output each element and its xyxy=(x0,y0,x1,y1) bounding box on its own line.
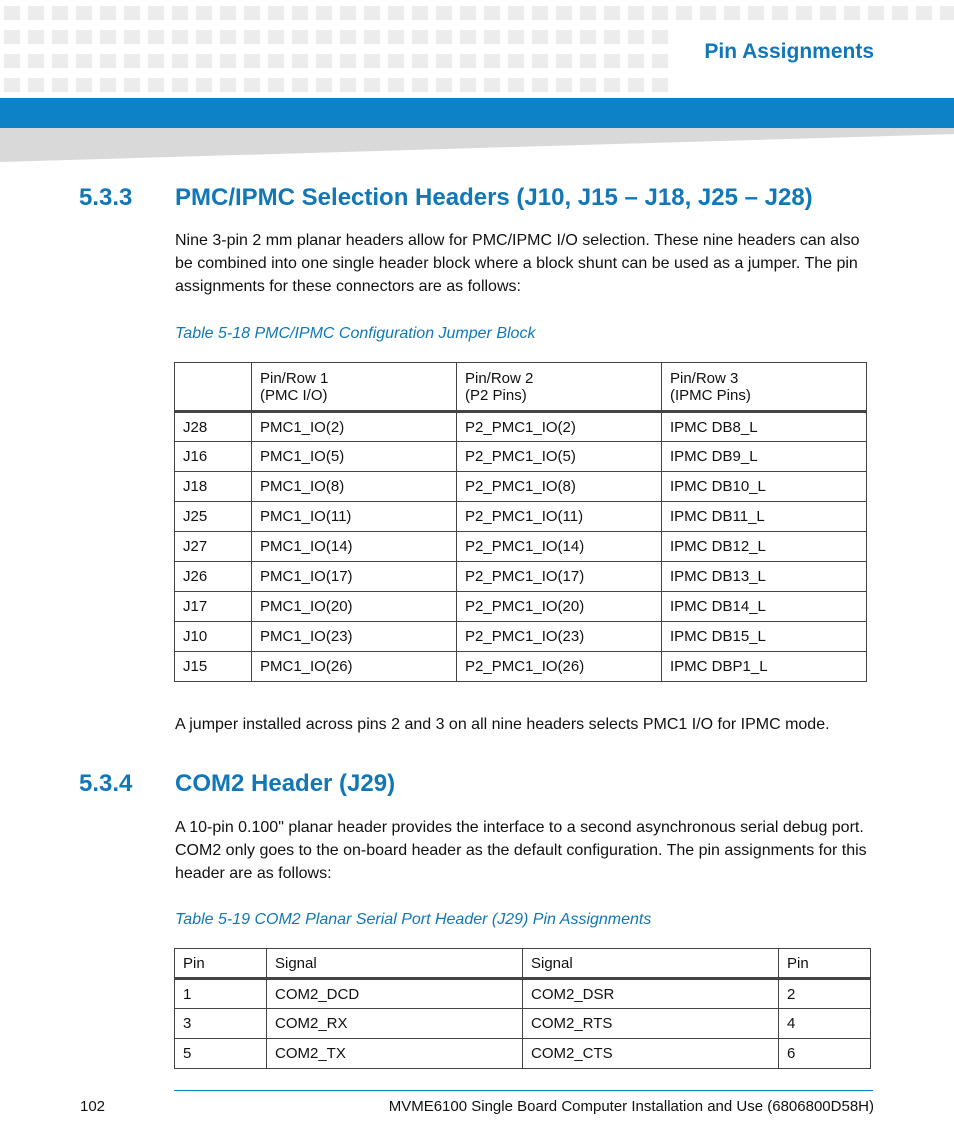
table-cell: PMC1_IO(11) xyxy=(252,502,457,532)
dot xyxy=(172,54,188,68)
dot xyxy=(460,78,476,92)
dot xyxy=(316,6,332,20)
dot xyxy=(292,6,308,20)
dot xyxy=(292,78,308,92)
table-cell: IPMC DB8_L xyxy=(662,412,867,442)
dot xyxy=(820,6,836,20)
table-cell: 3 xyxy=(175,1009,267,1039)
dot xyxy=(628,78,644,92)
dot xyxy=(412,54,428,68)
table-cell: P2_PMC1_IO(11) xyxy=(457,502,662,532)
header-cell: Pin/Row 2 (P2 Pins) xyxy=(457,363,662,412)
dot xyxy=(148,78,164,92)
table-cell: PMC1_IO(23) xyxy=(252,622,457,652)
header-cell: Pin xyxy=(175,949,267,979)
table-cell: PMC1_IO(26) xyxy=(252,652,457,682)
dot xyxy=(268,78,284,92)
dot xyxy=(76,54,92,68)
table-cell: J18 xyxy=(175,472,252,502)
section-number: 5.3.4 xyxy=(79,770,133,797)
dot xyxy=(508,78,524,92)
dot xyxy=(196,54,212,68)
running-header-title: Pin Assignments xyxy=(704,40,874,63)
dot xyxy=(340,78,356,92)
dot xyxy=(148,54,164,68)
dot xyxy=(4,6,20,20)
table-cell: P2_PMC1_IO(2) xyxy=(457,412,662,442)
dot xyxy=(484,78,500,92)
table-cell: 4 xyxy=(779,1009,871,1039)
dot xyxy=(436,30,452,44)
dot xyxy=(268,6,284,20)
table-cell: 5 xyxy=(175,1039,267,1069)
header-cell: Pin xyxy=(779,949,871,979)
dot xyxy=(628,30,644,44)
table-cell: P2_PMC1_IO(20) xyxy=(457,592,662,622)
dot xyxy=(364,54,380,68)
dot xyxy=(460,6,476,20)
section-534-intro: A 10-pin 0.100" planar header provides the interface to a second asynchronous serial debug port. COM2 only goes to the on-board header as the default configuration. The pin assignments for this header are as follows: xyxy=(175,819,867,882)
dot xyxy=(436,54,452,68)
dot xyxy=(604,54,620,68)
table-cell: P2_PMC1_IO(5) xyxy=(457,442,662,472)
dot xyxy=(340,30,356,44)
dot xyxy=(628,6,644,20)
table-row xyxy=(175,652,867,682)
dot xyxy=(364,78,380,92)
dot xyxy=(676,6,692,20)
dot xyxy=(388,6,404,20)
dot xyxy=(52,6,68,20)
table-cell: 6 xyxy=(779,1039,871,1069)
table-cell: IPMC DB10_L xyxy=(662,472,867,502)
dot xyxy=(484,6,500,20)
dot xyxy=(556,78,572,92)
dot xyxy=(52,78,68,92)
table-cell: COM2_RTS xyxy=(523,1009,779,1039)
dot xyxy=(28,6,44,20)
dot xyxy=(868,6,884,20)
header-blue-band xyxy=(0,98,954,128)
dot xyxy=(604,30,620,44)
dot xyxy=(28,30,44,44)
header-cell: Signal xyxy=(267,949,523,979)
dot xyxy=(532,78,548,92)
table-row xyxy=(175,472,867,502)
table-cell: P2_PMC1_IO(17) xyxy=(457,562,662,592)
dot xyxy=(148,30,164,44)
dot xyxy=(436,6,452,20)
dot xyxy=(4,78,20,92)
table-header-row xyxy=(175,949,871,979)
dot xyxy=(532,30,548,44)
table-cell: PMC1_IO(2) xyxy=(252,412,457,442)
dot xyxy=(940,6,954,20)
dot xyxy=(580,78,596,92)
dot xyxy=(4,30,20,44)
dot xyxy=(100,6,116,20)
dot xyxy=(388,54,404,68)
com2-pin-table xyxy=(174,948,871,1069)
table-cell: J16 xyxy=(175,442,252,472)
table-cell: PMC1_IO(14) xyxy=(252,532,457,562)
table-cell: P2_PMC1_IO(23) xyxy=(457,622,662,652)
dot xyxy=(364,30,380,44)
dot xyxy=(124,30,140,44)
dot xyxy=(508,6,524,20)
dot xyxy=(556,54,572,68)
section-number: 5.3.3 xyxy=(79,184,133,211)
table-row xyxy=(175,979,871,1009)
dot xyxy=(580,54,596,68)
dot xyxy=(220,78,236,92)
dot xyxy=(484,30,500,44)
dot xyxy=(52,30,68,44)
dot xyxy=(100,54,116,68)
dot xyxy=(412,6,428,20)
dot xyxy=(292,54,308,68)
dot xyxy=(508,54,524,68)
table-body xyxy=(175,412,867,682)
section-heading-534 xyxy=(79,770,395,798)
header-cell: Pin/Row 1 (PMC I/O) xyxy=(252,363,457,412)
table-cell: J28 xyxy=(175,412,252,442)
dot xyxy=(724,6,740,20)
table-cell: PMC1_IO(17) xyxy=(252,562,457,592)
table-cell: 1 xyxy=(175,979,267,1009)
table-cell: COM2_DCD xyxy=(267,979,523,1009)
dot xyxy=(460,54,476,68)
dot xyxy=(220,54,236,68)
table-cell: COM2_TX xyxy=(267,1039,523,1069)
dot xyxy=(220,6,236,20)
dot xyxy=(244,54,260,68)
table-cell: IPMC DB15_L xyxy=(662,622,867,652)
table-row xyxy=(175,562,867,592)
dot xyxy=(244,78,260,92)
dot xyxy=(892,6,908,20)
table-cell: J10 xyxy=(175,622,252,652)
dot xyxy=(652,30,668,44)
dot xyxy=(532,54,548,68)
dot xyxy=(244,30,260,44)
dot xyxy=(76,6,92,20)
table-cell: J25 xyxy=(175,502,252,532)
document-title: MVME6100 Single Board Computer Installation and Use (6806800D58H) xyxy=(388,1098,874,1115)
table-519-caption: Table 5-19 COM2 Planar Serial Port Header (J29) Pin Assignments xyxy=(175,911,652,928)
dot xyxy=(292,30,308,44)
table-518-caption: Table 5-18 PMC/IPMC Configuration Jumper Block xyxy=(175,325,536,342)
dot xyxy=(100,78,116,92)
dot xyxy=(508,30,524,44)
dot xyxy=(412,30,428,44)
dot xyxy=(28,78,44,92)
jumper-note: A jumper installed across pins 2 and 3 on all nine headers selects PMC1 I/O for IPMC mode. xyxy=(175,716,830,733)
page-number: 102 xyxy=(80,1098,106,1115)
table-row xyxy=(175,1009,871,1039)
header-cell: Pin/Row 3 (IPMC Pins) xyxy=(662,363,867,412)
dot xyxy=(388,78,404,92)
table-cell: IPMC DB14_L xyxy=(662,592,867,622)
table-cell: P2_PMC1_IO(26) xyxy=(457,652,662,682)
dot xyxy=(172,6,188,20)
table-row xyxy=(175,412,867,442)
dot xyxy=(124,54,140,68)
dot xyxy=(172,78,188,92)
dot xyxy=(52,54,68,68)
dot xyxy=(388,30,404,44)
dot xyxy=(100,30,116,44)
table-row xyxy=(175,532,867,562)
dot xyxy=(652,6,668,20)
dot xyxy=(580,6,596,20)
dot xyxy=(700,6,716,20)
table-cell: IPMC DB11_L xyxy=(662,502,867,532)
dot xyxy=(364,6,380,20)
table-row xyxy=(175,502,867,532)
dot xyxy=(268,54,284,68)
footer-rule xyxy=(174,1090,873,1091)
section-title: COM2 Header (J29) xyxy=(175,770,396,797)
section-heading-533 xyxy=(79,184,813,212)
table-cell: 2 xyxy=(779,979,871,1009)
table-cell: PMC1_IO(5) xyxy=(252,442,457,472)
table-cell: IPMC DB12_L xyxy=(662,532,867,562)
section-533-intro: Nine 3-pin 2 mm planar headers allow for PMC/IPMC I/O selection. These nine headers can also be combined into one single header block where a block shunt can be used as a jumper. The pin assignments for these connectors are as follows: xyxy=(175,232,860,295)
table-cell: P2_PMC1_IO(8) xyxy=(457,472,662,502)
dot xyxy=(796,6,812,20)
dot xyxy=(316,54,332,68)
dot xyxy=(340,6,356,20)
dot xyxy=(172,30,188,44)
table-cell: IPMC DB9_L xyxy=(662,442,867,472)
table-cell: P2_PMC1_IO(14) xyxy=(457,532,662,562)
pmc-ipmc-jumper-table xyxy=(174,362,867,682)
dot xyxy=(628,54,644,68)
dot xyxy=(460,30,476,44)
dot xyxy=(268,30,284,44)
table-cell: J26 xyxy=(175,562,252,592)
dot xyxy=(196,30,212,44)
table-cell: COM2_DSR xyxy=(523,979,779,1009)
table-row xyxy=(175,622,867,652)
table-row xyxy=(175,1039,871,1069)
table-cell: COM2_RX xyxy=(267,1009,523,1039)
table-cell: COM2_CTS xyxy=(523,1039,779,1069)
table-row xyxy=(175,442,867,472)
dot xyxy=(148,6,164,20)
dot xyxy=(556,6,572,20)
dot xyxy=(244,6,260,20)
dot xyxy=(652,54,668,68)
dot xyxy=(4,54,20,68)
table-row xyxy=(175,592,867,622)
dot xyxy=(340,54,356,68)
dot xyxy=(124,78,140,92)
dot xyxy=(412,78,428,92)
dot xyxy=(604,78,620,92)
header-cell: Signal xyxy=(523,949,779,979)
table-cell: J15 xyxy=(175,652,252,682)
dot xyxy=(652,78,668,92)
dot xyxy=(748,6,764,20)
dot xyxy=(772,6,788,20)
dot xyxy=(76,30,92,44)
table-body xyxy=(175,979,871,1069)
table-cell: J17 xyxy=(175,592,252,622)
dot xyxy=(196,6,212,20)
header-cell xyxy=(175,363,252,412)
dot xyxy=(556,30,572,44)
dot xyxy=(844,6,860,20)
table-cell: PMC1_IO(20) xyxy=(252,592,457,622)
dot xyxy=(124,6,140,20)
dot xyxy=(580,30,596,44)
dot xyxy=(316,78,332,92)
dot xyxy=(220,30,236,44)
header-gray-band xyxy=(0,128,954,162)
dot xyxy=(916,6,932,20)
dot xyxy=(196,78,212,92)
dot xyxy=(76,78,92,92)
section-title: PMC/IPMC Selection Headers (J10, J15 – J18, J25 – J28) xyxy=(175,184,813,211)
table-cell: IPMC DBP1_L xyxy=(662,652,867,682)
table-header-row xyxy=(175,363,867,412)
table-cell: PMC1_IO(8) xyxy=(252,472,457,502)
dot xyxy=(28,54,44,68)
dot xyxy=(604,6,620,20)
dot xyxy=(436,78,452,92)
dot xyxy=(484,54,500,68)
table-cell: J27 xyxy=(175,532,252,562)
table-cell: IPMC DB13_L xyxy=(662,562,867,592)
dot xyxy=(316,30,332,44)
dot xyxy=(532,6,548,20)
